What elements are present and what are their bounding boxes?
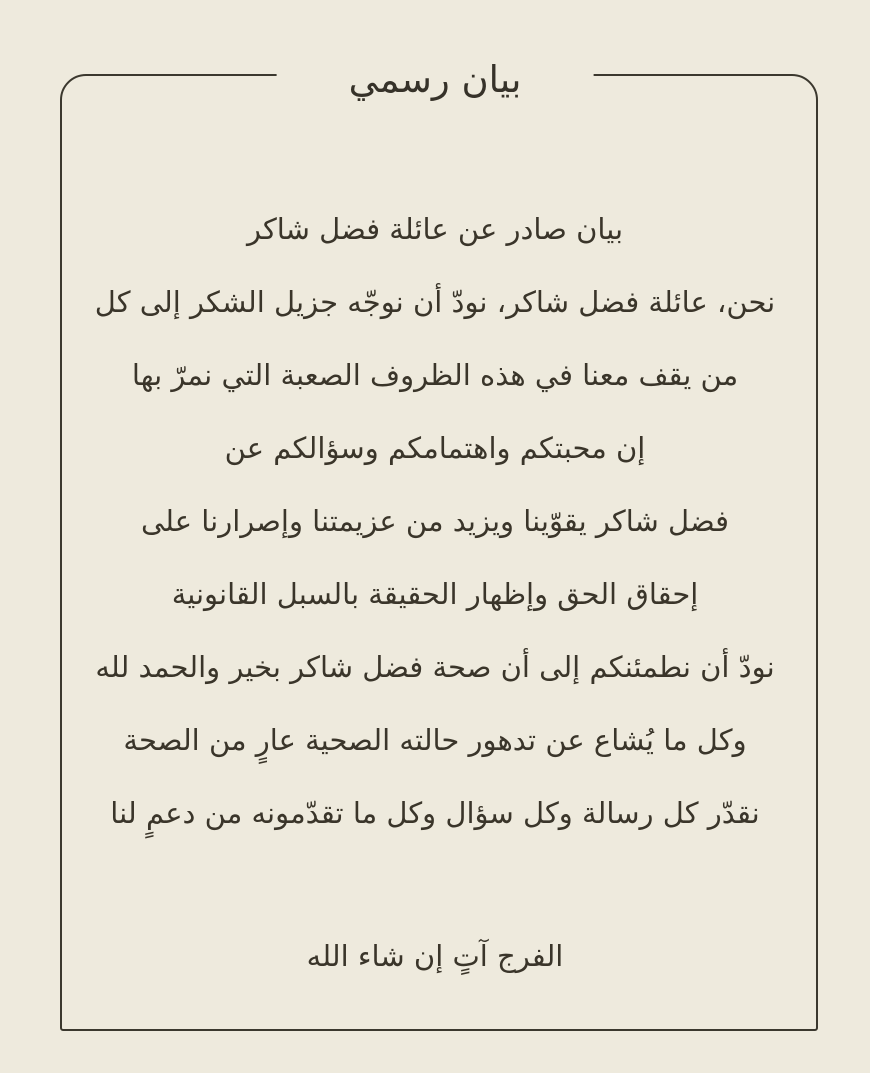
statement-line: فضل شاكر يقوّينا ويزيد من عزيمتنا وإصرارنا على (141, 503, 730, 538)
statement-line: إن محبتكم واهتمامكم وسؤالكم عن (224, 430, 646, 465)
statement-line: بيان صادر عن عائلة فضل شاكر (246, 211, 624, 246)
closing-line: الفرج آتٍ إن شاء الله (306, 938, 564, 973)
statement-line: نودّ أن نطمئنكم إلى أن صحة فضل شاكر بخير والحمد لله (95, 649, 775, 684)
page-title: بيان رسمي (277, 56, 594, 104)
statement-line: نحن، عائلة فضل شاكر، نودّ أن نوجّه جزيل الشكر إلى كل (94, 284, 776, 319)
statement-body (70, 74, 800, 992)
statement-line: وكل ما يُشاع عن تدهور حالته الصحية عارٍ من الصحة (123, 722, 747, 757)
statement-line: نقدّر كل رسالة وكل سؤال وكل ما تقدّمونه من دعمٍ لنا (110, 795, 760, 830)
statement-line: إحقاق الحق وإظهار الحقيقة بالسبل القانونية (171, 576, 699, 611)
statement-line: من يقف معنا في هذه الظروف الصعبة التي نمرّ بها (131, 357, 739, 392)
